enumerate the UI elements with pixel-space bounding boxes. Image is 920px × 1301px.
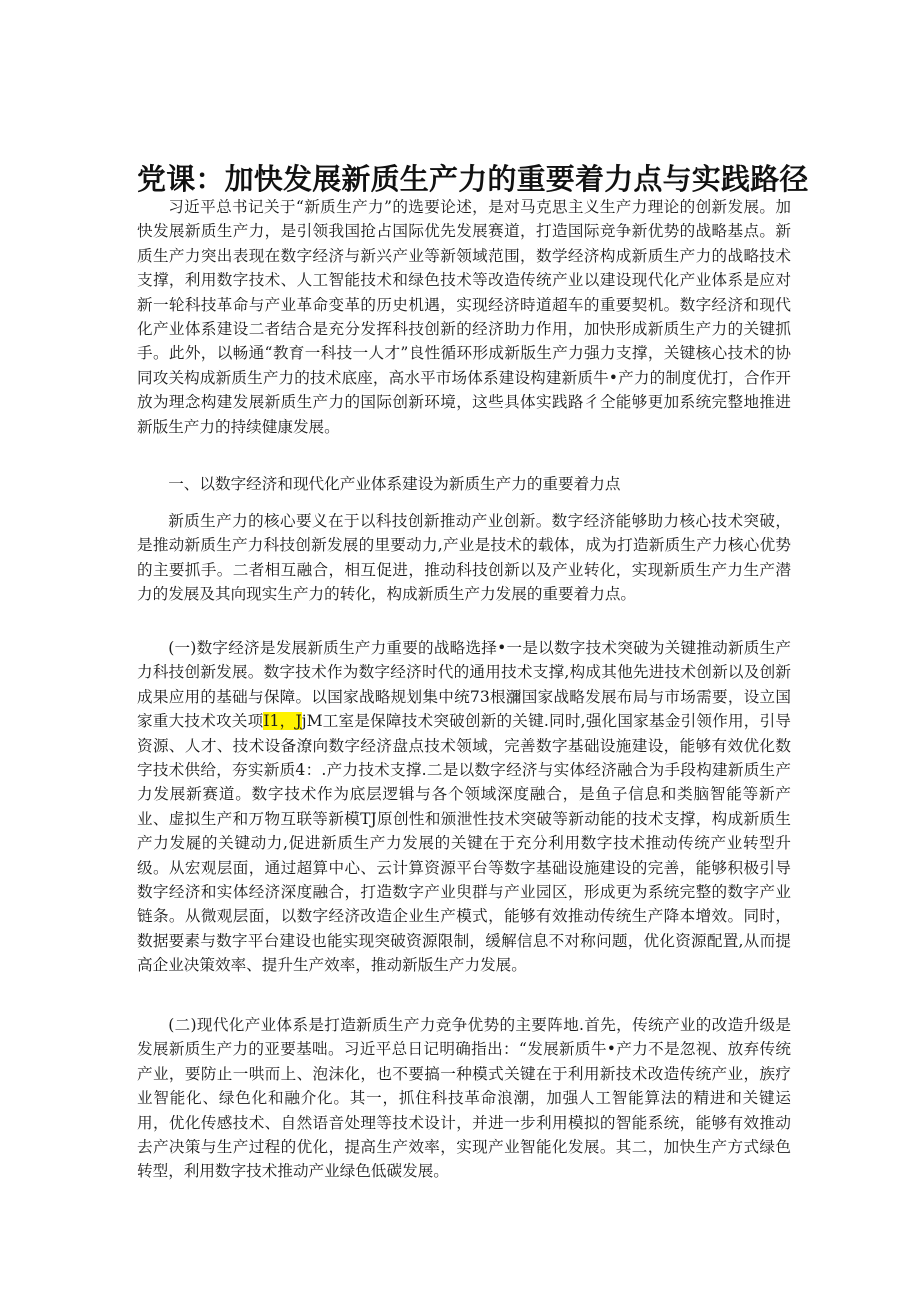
section-1-intro-paragraph: 新质生产力的核心要义在于以科技创新推动产业创新。数字经济能够助力核心技术突破，是推动新质生产力科技创新发展的里要动力,产业是技术的载体，成为打造新质生产力核心优势的主要抓手。二者相互融合，相互促进，推动科技创新以及产业转化，实现新质生产力生产潜力的发展及其向现实生产力的转化，构成新质生产力发展的重要着力点。 <box>137 512 791 604</box>
intro-paragraph: 习近平总书记关于“新质生产力”的选要论述，是对马克思主义生产力理论的创新发展。加快发展新质生产力，是引领我国抢占国际优先发展赛道，打造国际竞争新优势的战略基点。新质生产力突出表现在数字经济与新兴产业等新领域范围，数学经济构成新质生产力的战略技术支撑，利用数字技术、人工智能技术和绿色技术等改造传统产业以建设现代化产业体系是应对新一轮科技革命与产业革命变革的历史机遇，实现经济時道超车的重要契机。数字经济和现代化产业体系建设二者结合是充分发挥科技创新的经济助力作用，加快形成新质生产力的关键抓手。此外，以畅通“教育一科技一人才”良性循环形成新版生产力强力支撑，关键核心技术的协同攻关构成新质生产力的技术底座，高水平市场体系建设构建新质牛•产力的制度优打，合作开放为理念构建发展新质生产力的国际创新环境，这些具体实践路彳仝能够更加系统完整地推进新版生产力的持续健康发展。 <box>137 198 791 436</box>
section-heading-1: 一、以数字经济和现代化产业体系建设为新质生产力的重要着力点 <box>168 475 621 493</box>
subsection-1-text-before: (一)数字经济是发展新质生产力重要的战略选择•一是以数字技术突破为关键推动新质生产力科技创新发展。数字技术作为数字经济时代的通用技术支撑,构成其他先进技术创新以及创新成果应用的基础与保障。以国家战略规划集中统73根瀰国家战略发展布局与市场需要，设立国家重大技术攻关项 <box>137 639 791 731</box>
document-title: 党课：加快发展新质生产力的重要着力点与实践路径 <box>137 162 809 197</box>
subsection-1-paragraph <box>137 636 791 978</box>
subsection-1-text-after: jM工室是保障技术突破创新的关键.同时,强化国家基金引领作用，引导资源、人才、技术设备潦向数字经济盘点技术领域，完善数字基础设施建设，能够有效优化数字技术供给，夯实新质4：.产力技术支撑.二是以数字经济与实体经济融合为手段构建新质生产力发展新赛道。数字技术作为底层逻辑与各个领域深度融合，是鱼子信息和类脑智能等新产业、虚拟生产和万物互联等新模TJ原创性和颁泄性技术突破等新动能的技术支撑，构成新质生产力发屣的关键动力,促进新质生产力发展的关键在于充分利用数字技术推动传统产业转型升级。从宏观层面，通过超算中心、云计算资源平台等数字基础设施建设的完善，能够积极引导数字经济和实体经济深度融合，打造数字产业臾群与产业园区，形成更为系统完整的数字产业链条。从微观层面，以数字经济改造企业生产模式，能够有效推动传统生产降本增效。同时，数据要素与数字平台建设也能实现突破资源限制，缓解信息不对称问题，优化资源配置,从而提高企业决策效率、提升生产效率，推动新版生产力发展。 <box>137 712 791 975</box>
subsection-2-paragraph: (二)现代化产业体系是打造新质生产力竞争优势的主要阵地.首先，传统产业的改造升级是发展新质生产力的亚要基咄。习近平总日记明确指出：“发展新质牛•产力不是忽视、放弃传统产业，要防止一哄而上、泡沫化，也不要搞一种模式关键在于利用新技术改造传统产业，族疗业智能化、绿色化和融介化。其一，抓住科技革命浪潮，加强人工智能算法的精进和关键运用，优化传感技术、自然语音处理等技术设计，并进一步利用模拟的智能系统，能够有效推动去产决策与生产过程的优化，提高生产效率，实现产业智能化发展。其二，加快生产方式绿色转型，利用数字技术推动产业绿色低碳发展。 <box>137 1016 791 1181</box>
highlighted-text: I1，J <box>263 712 302 731</box>
